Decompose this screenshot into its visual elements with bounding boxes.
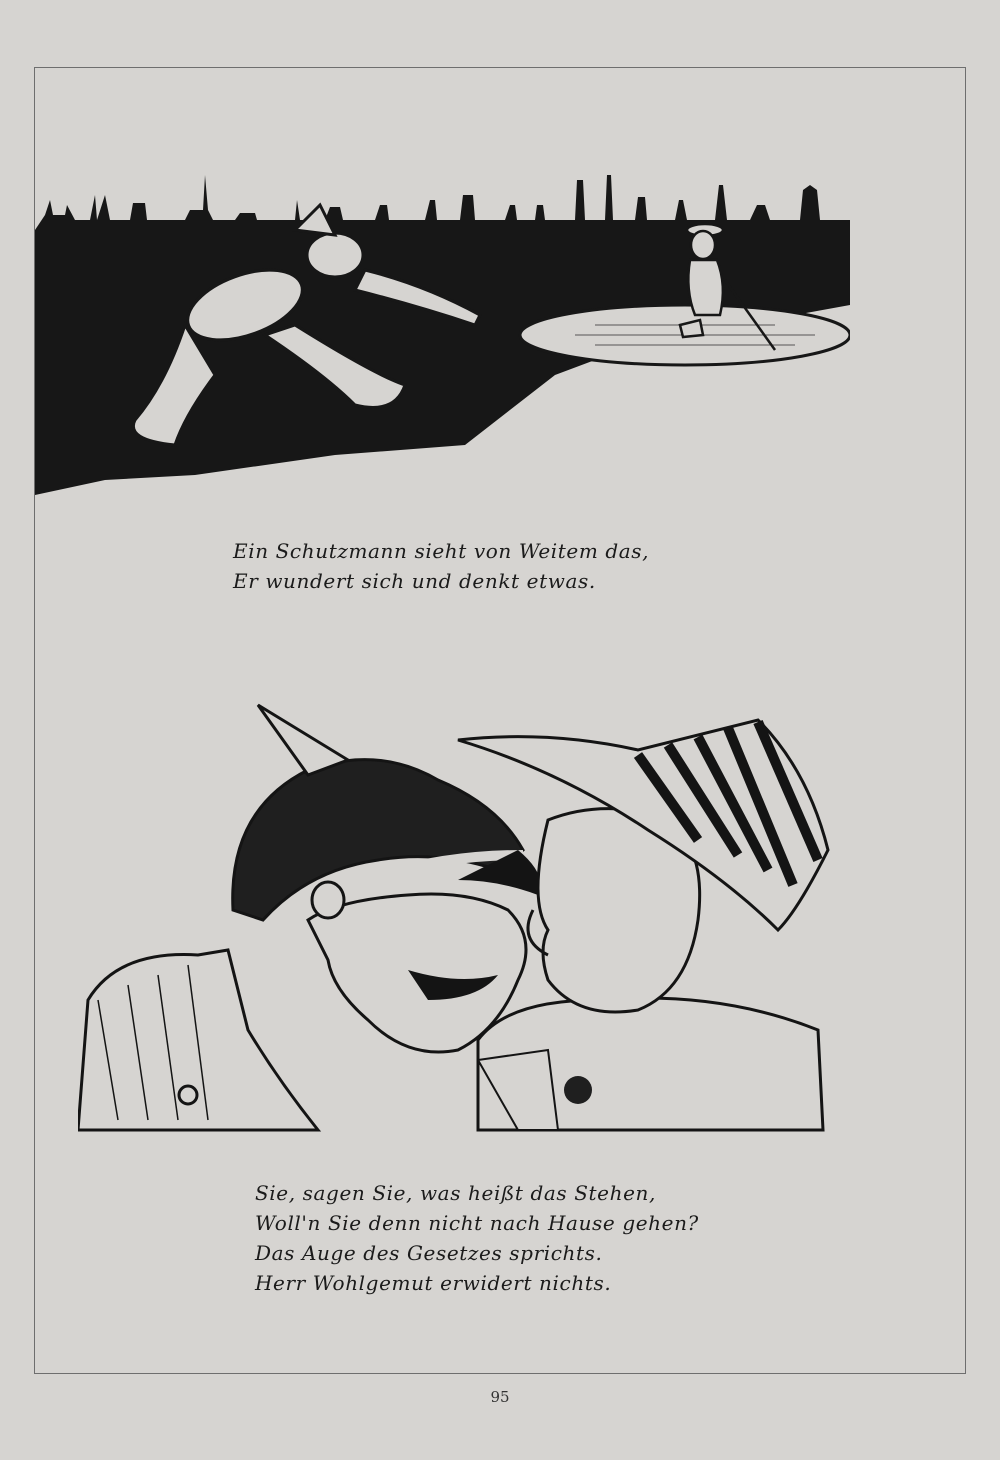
street-scene-illustration bbox=[35, 175, 850, 495]
verse-line: Ein Schutzmann sieht von Weitem das, bbox=[233, 539, 650, 563]
verse-top bbox=[233, 536, 649, 596]
verse-line: Das Auge des Gesetzes sprichts. bbox=[255, 1241, 603, 1265]
page-number: 95 bbox=[490, 1388, 510, 1406]
verse-line: Herr Wohlgemut erwidert nichts. bbox=[255, 1271, 612, 1295]
verse-line: Sie, sagen Sie, was heißt das Stehen, bbox=[255, 1181, 656, 1205]
verse-line: Woll'n Sie denn nicht nach Hause gehen? bbox=[255, 1211, 699, 1235]
policeman-and-gentleman-illustration bbox=[78, 700, 838, 1150]
verse-bottom bbox=[255, 1178, 699, 1298]
verse-line: Er wundert sich und denkt etwas. bbox=[233, 569, 596, 593]
